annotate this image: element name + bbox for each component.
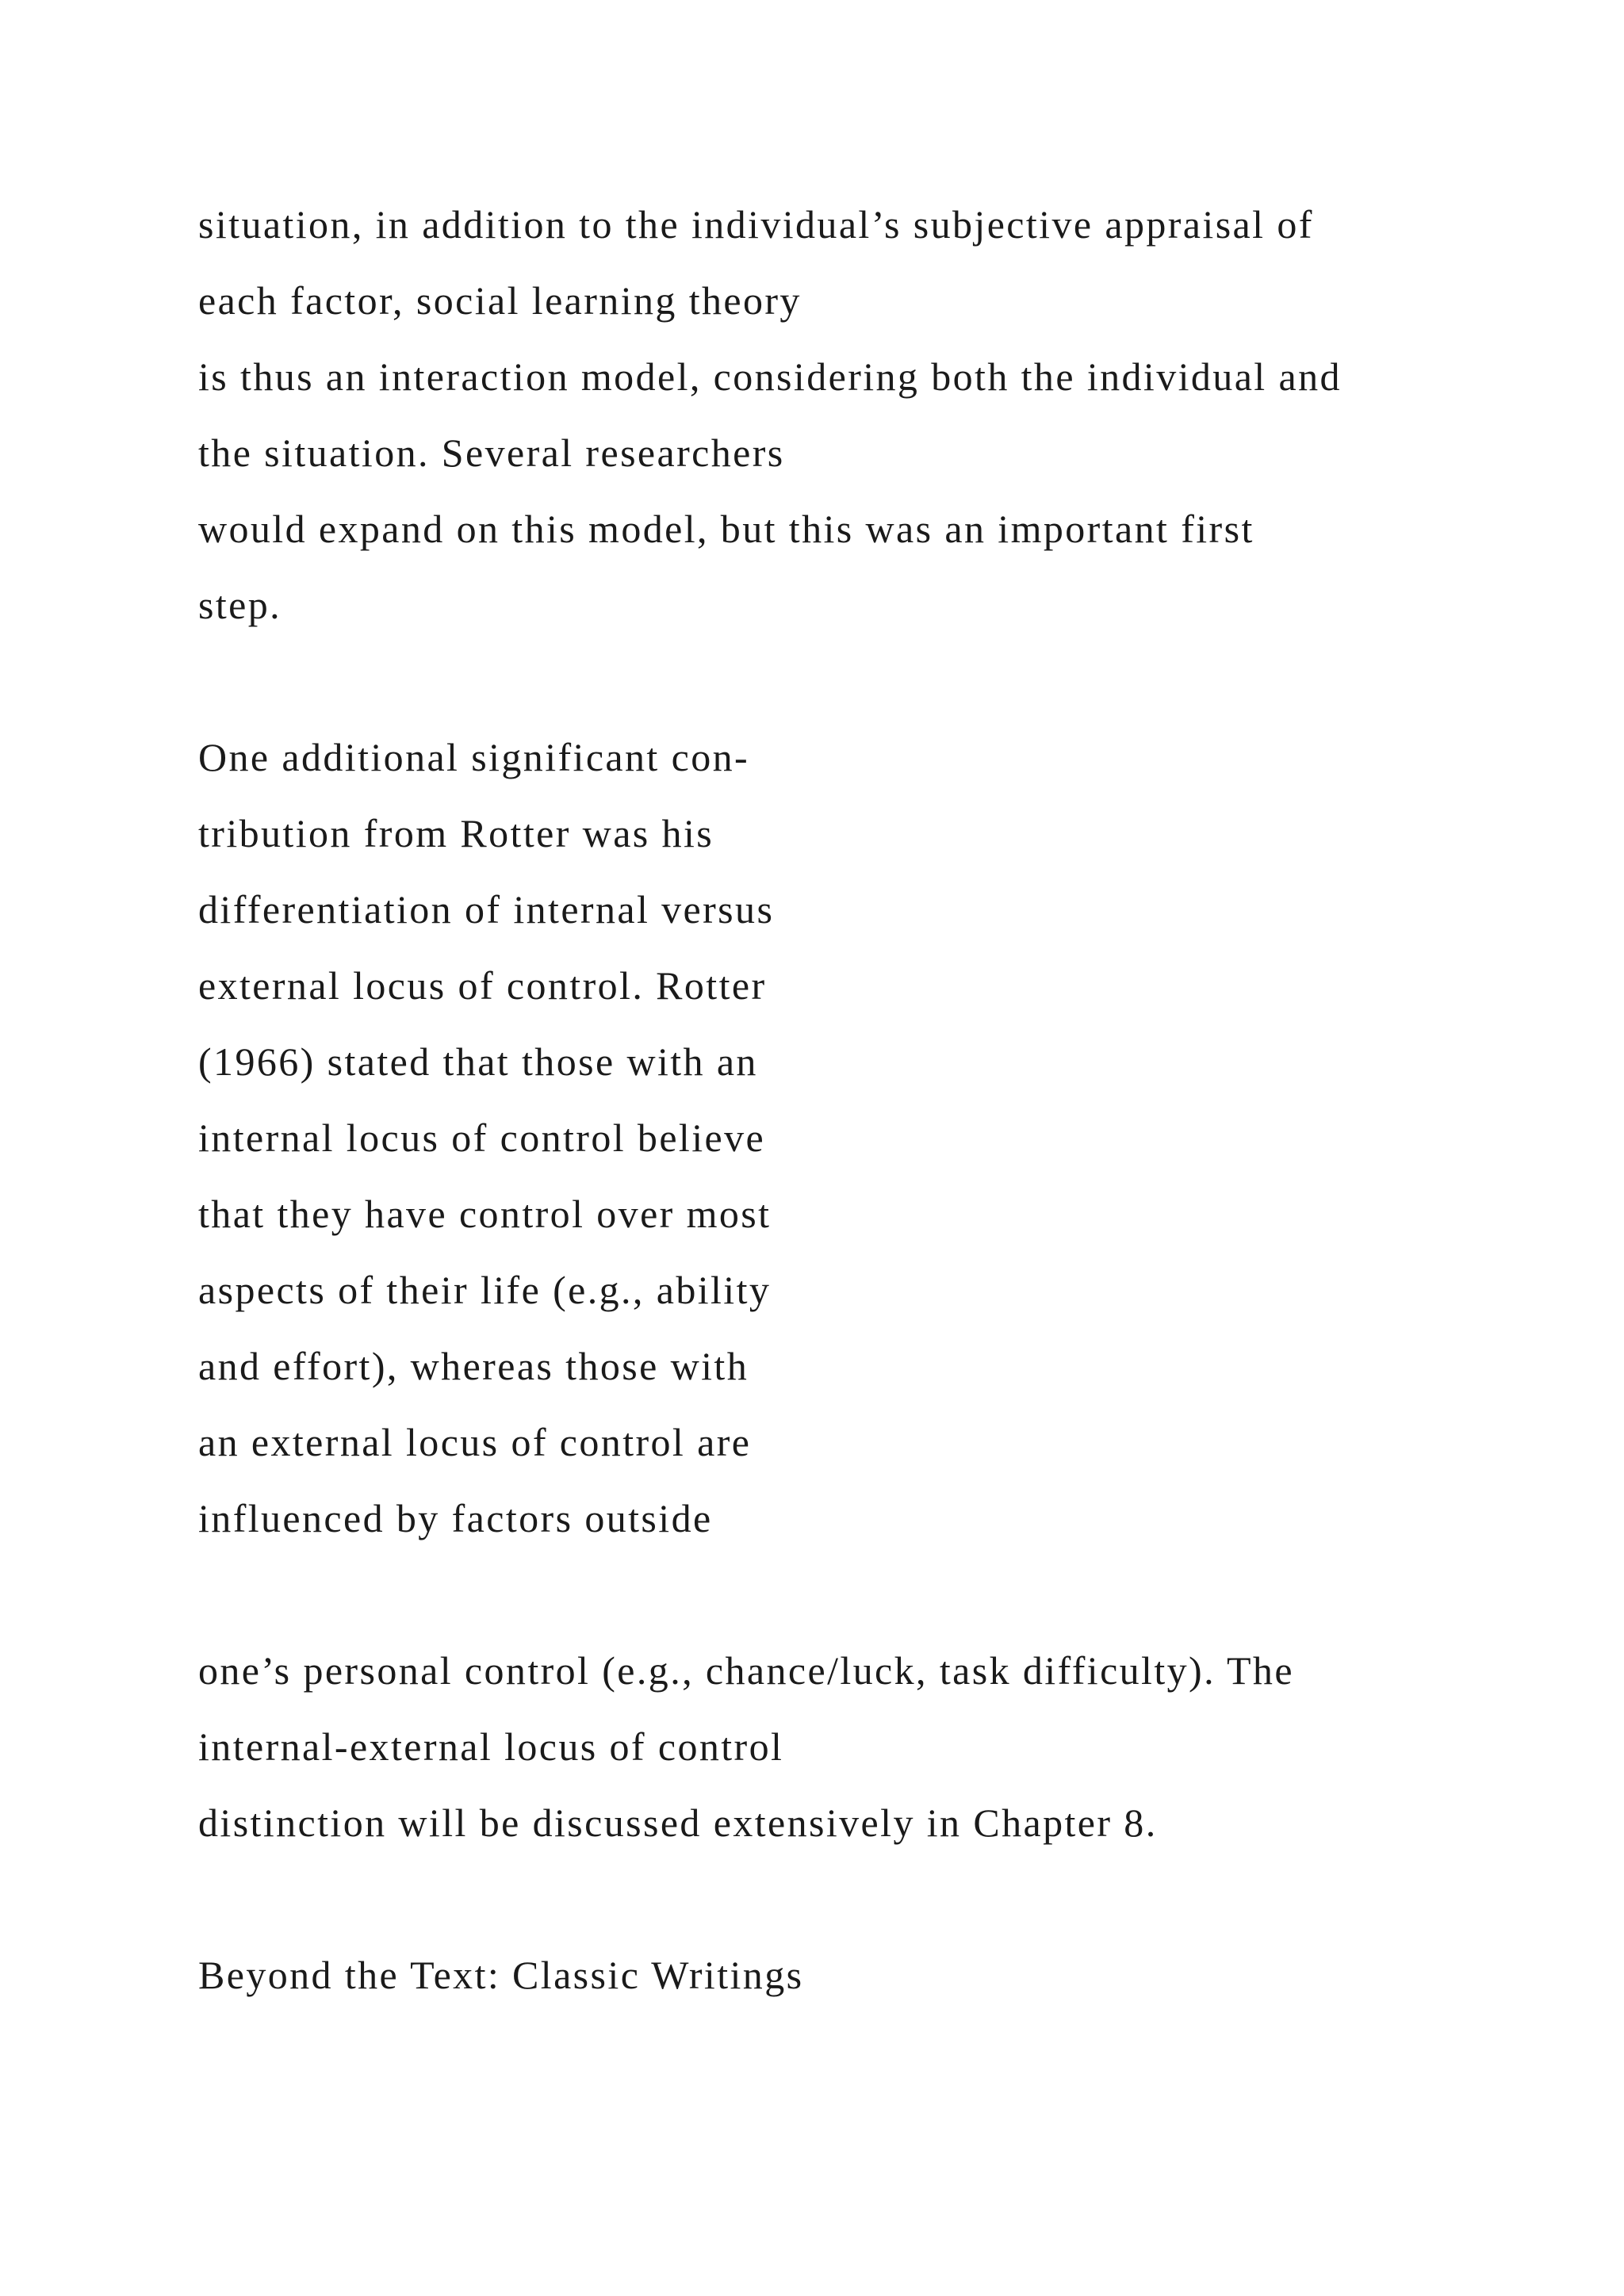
section-heading — [198, 1937, 1546, 2013]
paragraph-locus-of-control — [198, 719, 1546, 1556]
heading-text: Beyond the Text: Classic Writings — [198, 1953, 804, 1997]
text-line: situation, in addition to the individual’s subjective appraisal of — [198, 202, 1314, 247]
text-line: internal locus of control believe — [198, 1115, 766, 1160]
text-line: would expand on this model, but this was an important first — [198, 507, 1254, 551]
paragraph-social-learning — [198, 186, 1546, 643]
text-line: an external locus of control are — [198, 1420, 752, 1464]
text-line: the situation. Several researchers — [198, 430, 785, 475]
text-line: differentiation of internal versus — [198, 887, 775, 932]
text-line: tribution from Rotter was his — [198, 811, 714, 855]
text-line: One additional significant con- — [198, 735, 750, 779]
paragraph-personal-control — [198, 1632, 1546, 1861]
text-line: influenced by factors outside — [198, 1496, 713, 1540]
text-line: is thus an interaction model, considering both the individual and — [198, 354, 1342, 399]
text-line: and effort), whereas those with — [198, 1344, 749, 1388]
text-line: internal-external locus of control — [198, 1724, 784, 1769]
text-line: each factor, social learning theory — [198, 278, 802, 323]
text-line: distinction will be discussed extensively in Chapter 8. — [198, 1800, 1158, 1845]
text-line: external locus of control. Rotter — [198, 963, 767, 1008]
text-line: one’s personal control (e.g., chance/luck, task difficulty). The — [198, 1648, 1294, 1693]
text-line: aspects of their life (e.g., ability — [198, 1268, 772, 1312]
text-line: that they have control over most — [198, 1192, 772, 1236]
text-line: step. — [198, 583, 282, 627]
text-line: (1966) stated that those with an — [198, 1039, 758, 1084]
